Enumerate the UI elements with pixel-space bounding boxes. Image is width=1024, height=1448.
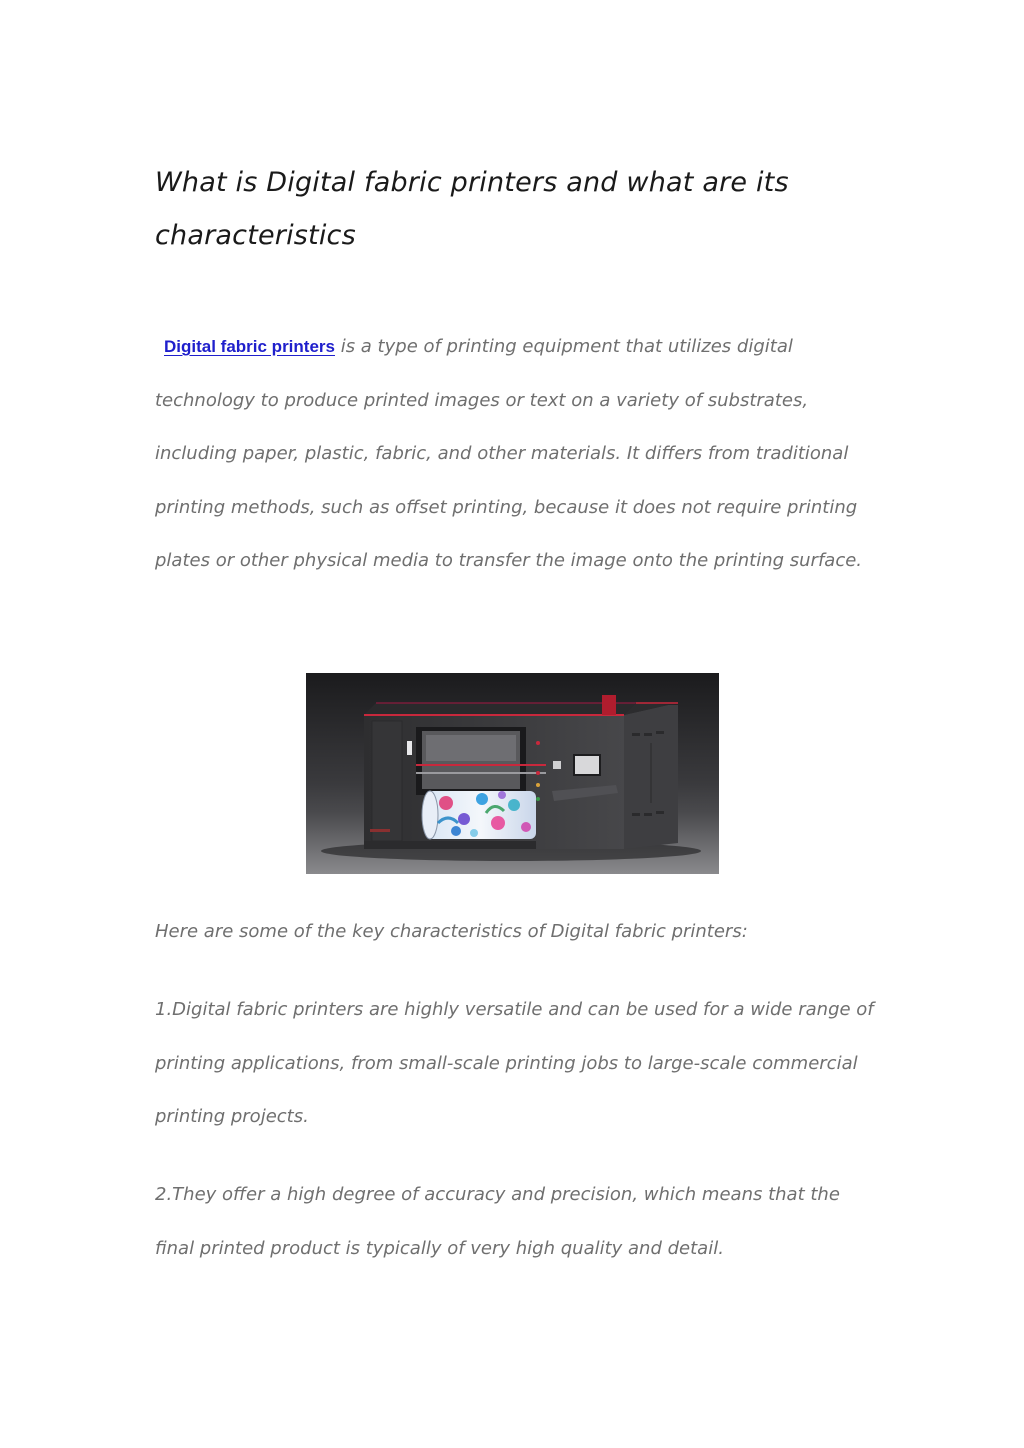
printer-image	[306, 673, 719, 874]
intro-text: is a type of printing equipment that utilizes digital technology to produce printed images or text on a variety of substrates, including paper, plastic, fabric, and other materials. It differs from traditional printing methods, such as offset printing, because it does not require printing plates or other physical media to transfer the image onto the printing surface.	[155, 336, 863, 572]
characteristic-point-2: 2.They offer a high degree of accuracy and precision, which means that the final printed product is typically of very high quality and detail.	[155, 1184, 840, 1259]
characteristic-point-1: 1.Digital fabric printers are highly versatile and can be used for a wide range of printing applications, from small-scale printing jobs to large-scale commercial printing projects.	[155, 999, 874, 1128]
digital-fabric-printers-link[interactable]: Digital fabric printers	[164, 337, 335, 356]
characteristics-intro: Here are some of the key characteristics of Digital fabric printers:	[155, 921, 748, 942]
intro-paragraph	[155, 320, 880, 588]
page-title: What is Digital fabric printers and what are its characteristics	[155, 167, 789, 251]
